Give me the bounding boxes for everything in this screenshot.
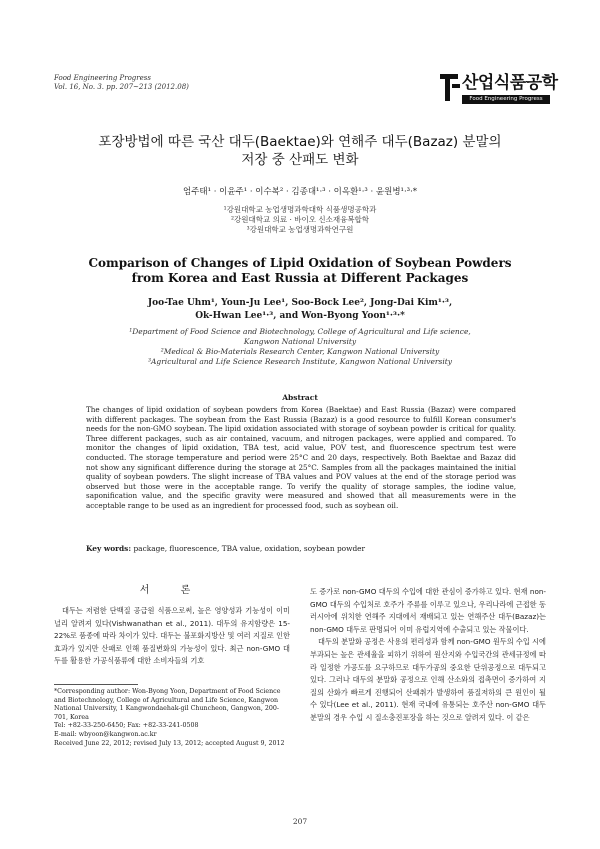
logo-subtitle: Food Engineering Progress xyxy=(462,95,550,104)
corresponding-author-footnote xyxy=(54,688,290,748)
intro-paragraph: 대두는 저렴한 단백질 공급원 식품으로써, 높은 영양성과 기능성이 이미 널리 알려져 있다(Vishwanathan et al., 2011). 대두의 유지함량은 15-22%로 품종에 따라 차이가 있다. 대두는 불포화지방산 및 여러 지질로 인한 효과가 있지만 산패로 인해 품질변화의 가능성이 있다. 최근 non-GMO 대두를 활용한 가공식품류에 대한 소비자들의 기호 xyxy=(54,606,290,666)
keywords xyxy=(86,544,516,554)
korean-affiliation: ³강원대학교 농업생명과학연구원 xyxy=(246,225,354,234)
abstract-body: The changes of lipid oxidation of soybean powders from Korea (Baektae) and East Russia (Bazaz) were compared with different packages. The soybean from the East Russia (Bazaz) is a good resource to fulfill Korean consumer's needs for the non-GMO soybean. The lipid oxidation associated with storage of soybean powder is critical for quality. Three different packages, such as air contained, vacuum, and nitrogen packages, were applied and compared. To monitor the changes of lipid oxidation, TBA test, acid value, POV test, and fluorescence spectrum test were conducted. The storage temperature and period were 25°C and 20 days, respectively. Both Baektae and Bazaz did not show any significant difference during the storage at 25°C. Samples from all the packages maintained the initial quality of soybean powders. The slight increase of TBA values and POV values at the end of the storage period was observed but those were in the acceptable range. To verify the quality of storage samples, the iodine value, saponification value, and the specific gravity were measured and showed that all measurements were in the acceptable range to be used as an ingredient for processed food, such as soybean oil. xyxy=(86,405,516,510)
english-title xyxy=(0,256,600,286)
logo-mark-icon xyxy=(440,72,462,102)
intro-left-column xyxy=(54,605,290,668)
page-number: 207 xyxy=(292,817,308,826)
footnote-line: E-mail: wbyoon@kangwon.ac.kr xyxy=(54,730,157,738)
english-title-line2: from Korea and East Russia at Different Packages xyxy=(131,271,469,285)
korean-affiliations xyxy=(0,205,600,235)
korean-affiliation: ¹강원대학교 농업생명과학대학 식품생명공학과 xyxy=(223,205,377,214)
section-heading-introduction: 서 론 xyxy=(139,585,205,596)
intro-right-column xyxy=(310,586,546,725)
journal-logo xyxy=(440,72,558,106)
intro-paragraph: 도 증가로 non-GMO 대두의 수입에 대한 관심이 증가하고 있다. 현재 non-GMO 대두의 수입처로 호주가 주류를 이루고 있으나, 우리나라에 근접한 동러시아에 위치한 연해주 지대에서 재배되고 있는 연해주산 대두(Bazaz)는 non-GMO 대두로 판명되어 이미 유럽지역에 수출되고 있는 작물이다. xyxy=(310,587,546,634)
english-affiliation: Kangwon National University xyxy=(243,337,357,346)
english-affiliation: ²Medical & Bio-Materials Research Center, Kangwon National University xyxy=(160,347,440,356)
english-title-line1: Comparison of Changes of Lipid Oxidation of Soybean Powders xyxy=(88,256,512,270)
footnote-line: Tel: +82-33-250-6450; Fax: +82-33-241-0508 xyxy=(54,722,199,730)
english-authors-line1: Joo-Tae Uhm¹, Youn-Ju Lee¹, Soo-Bock Lee², Jong-Dai Kim¹·³, xyxy=(147,298,453,308)
journal-volume: Vol. 16, No. 3. pp. 207~213 (2012.08) xyxy=(54,83,189,91)
english-affiliations xyxy=(0,327,600,367)
korean-title xyxy=(0,133,600,169)
intro-paragraph: 대두의 분말화 공정은 사용의 편리성과 함께 non-GMO 원두의 수입 시에 부과되는 높은 관세율을 피하기 위하여 원산지와 수입국간의 관세규정에 따라 일정한 가공도를 요구하므로 대두가공의 중요한 단위공정으로 대두되고 있다. 그러나 대두의 분말화 공정으로 인해 산소와의 접촉면이 증가하여 지질의 산화가 빠르게 진행되어 산패취가 발생하여 품질저하의 큰 원인이 될 수 있다(Lee et al., 2011). 현재 국내에 유통되는 호주산 non-GMO 대두분말의 경우 수입 시 질소충진포장을 하는 것으로 알려져 있다. 이 같은 xyxy=(310,637,546,722)
english-affiliation: ³Agricultural and Life Science Research Institute, Kangwon National University xyxy=(148,357,452,366)
english-authors-line2: Ok-Hwan Lee¹·³, and Won-Byong Yoon¹·³·* xyxy=(195,311,405,321)
keywords-list: package, fluorescence, TBA value, oxidation, soybean powder xyxy=(133,544,366,553)
korean-title-line1: 포장방법에 따른 국산 대두(Baektae)와 연해주 대두(Bazaz) 분말의 xyxy=(98,134,502,150)
korean-affiliation: ²강원대학교 의료 · 바이오 신소재융복합학 xyxy=(230,215,370,224)
footnote-line: Received June 22, 2012; revised July 13, 2012; accepted August 9, 2012 xyxy=(54,739,285,747)
english-authors xyxy=(0,297,600,323)
journal-name: Food Engineering Progress xyxy=(54,74,151,82)
footnote-divider xyxy=(54,684,138,685)
abstract-heading: Abstract xyxy=(282,393,318,402)
korean-title-line2: 저장 중 산패도 변화 xyxy=(241,152,359,168)
journal-header xyxy=(54,74,189,92)
english-affiliation: ¹Department of Food Science and Biotechnology, College of Agricultural and Life science, xyxy=(129,327,471,336)
footnote-line: *Corresponding author: Won-Byong Yoon, Department of Food Science and Biotechnology, College of Agricultural and Life Science, Kangwon National University, 1 Kangwondaehak-gil Chuncheon, Gangwon, 200-701, Korea xyxy=(54,688,281,721)
logo-title: 산업식품공학 xyxy=(462,73,558,93)
korean-authors: 엄주태¹ · 이윤주¹ · 이수복² · 김종대¹·³ · 이옥환¹·³ · 윤원병¹·³·* xyxy=(182,187,418,197)
keywords-label: Key words: xyxy=(86,544,132,553)
